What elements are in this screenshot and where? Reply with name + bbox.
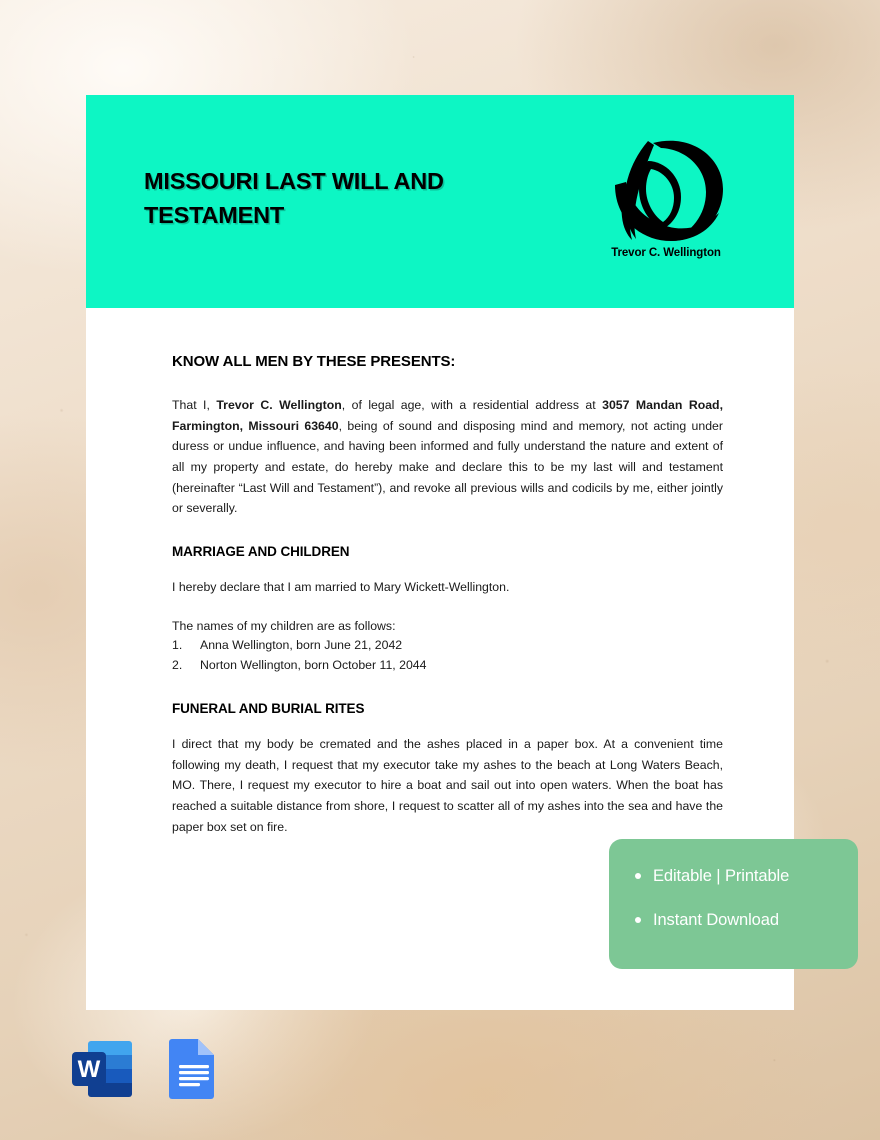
list-item-label: Anna Wellington, born June 21, 2042 (200, 638, 403, 653)
children-intro: The names of my children are as follows: (172, 618, 396, 633)
children-list (172, 636, 723, 676)
svg-text:W: W (77, 1056, 101, 1083)
section-title-marriage-and-children: MARRIAGE AND CHILDREN (172, 543, 350, 559)
promo-item-instant-download (635, 911, 858, 929)
google-docs-file-option[interactable] (164, 1036, 236, 1102)
list-item (172, 636, 723, 656)
brand-block (586, 135, 746, 259)
google-docs-icon[interactable] (164, 1036, 224, 1102)
opening-part2: , of legal age, with a residential address at (341, 398, 603, 412)
testator-address: 3057 Mandan Road, Farmington, Missouri 63640 (172, 398, 723, 433)
list-item-number: 1. (172, 638, 183, 653)
list-item (172, 656, 723, 676)
promo-badge (609, 839, 858, 969)
funeral-and-burial-body: I direct that my body be cremated and the ashes placed in a paper box. At a convenient time following my death, I request that my executor take my ashes to the beach at Long Waters Beach, MO. There, I request my executor to hire a boat and sail out into open waters. When the boat has reached a suitable distance from shore, I request to scatter all of my ashes into the sea and have the paper box set on fire. (172, 737, 723, 834)
microsoft-word-file-option[interactable] (70, 1036, 142, 1102)
promo-item-label: Editable | Printable (653, 867, 790, 885)
opening-part1: That I, (172, 398, 217, 412)
brand-name: Trevor C. Wellington (611, 247, 721, 259)
bullet-dot-icon (635, 873, 641, 879)
document-heading: KNOW ALL MEN BY THESE PRESENTS: (172, 353, 456, 370)
section-title-funeral-and-burial-rites: FUNERAL AND BURIAL RITES (172, 701, 365, 717)
promo-item-label: Instant Download (653, 911, 779, 930)
list-item-label: Norton Wellington, born October 11, 2044 (200, 658, 427, 673)
bullet-dot-icon (635, 917, 641, 923)
testator-name: Trevor C. Wellington (216, 398, 342, 412)
file-format-icons (70, 1036, 236, 1102)
page-title: MISSOURI LAST WILL AND TESTAMENT (144, 168, 444, 229)
document-header-band (86, 95, 794, 308)
promo-item-editable-printable (635, 867, 858, 885)
document-body (86, 308, 794, 837)
microsoft-word-icon[interactable] (70, 1036, 142, 1102)
marriage-declaration: I hereby declare that I am married to Mary Wickett-Wellington. (172, 579, 510, 594)
list-item-number: 2. (172, 658, 183, 673)
opening-paragraph (172, 395, 723, 519)
leaf-crescent-logo-icon (607, 135, 725, 243)
opening-part3: , being of sound and disposing mind and memory, not acting under duress or undue influence, and having been informed and fully understand the nature and extent of all my property and estate, do hereby make and declare this to be my last will and testament (hereinafter “Last Will and Testament”), and revoke all previous wills and codicils by me, either jointly or severally. (172, 418, 723, 516)
